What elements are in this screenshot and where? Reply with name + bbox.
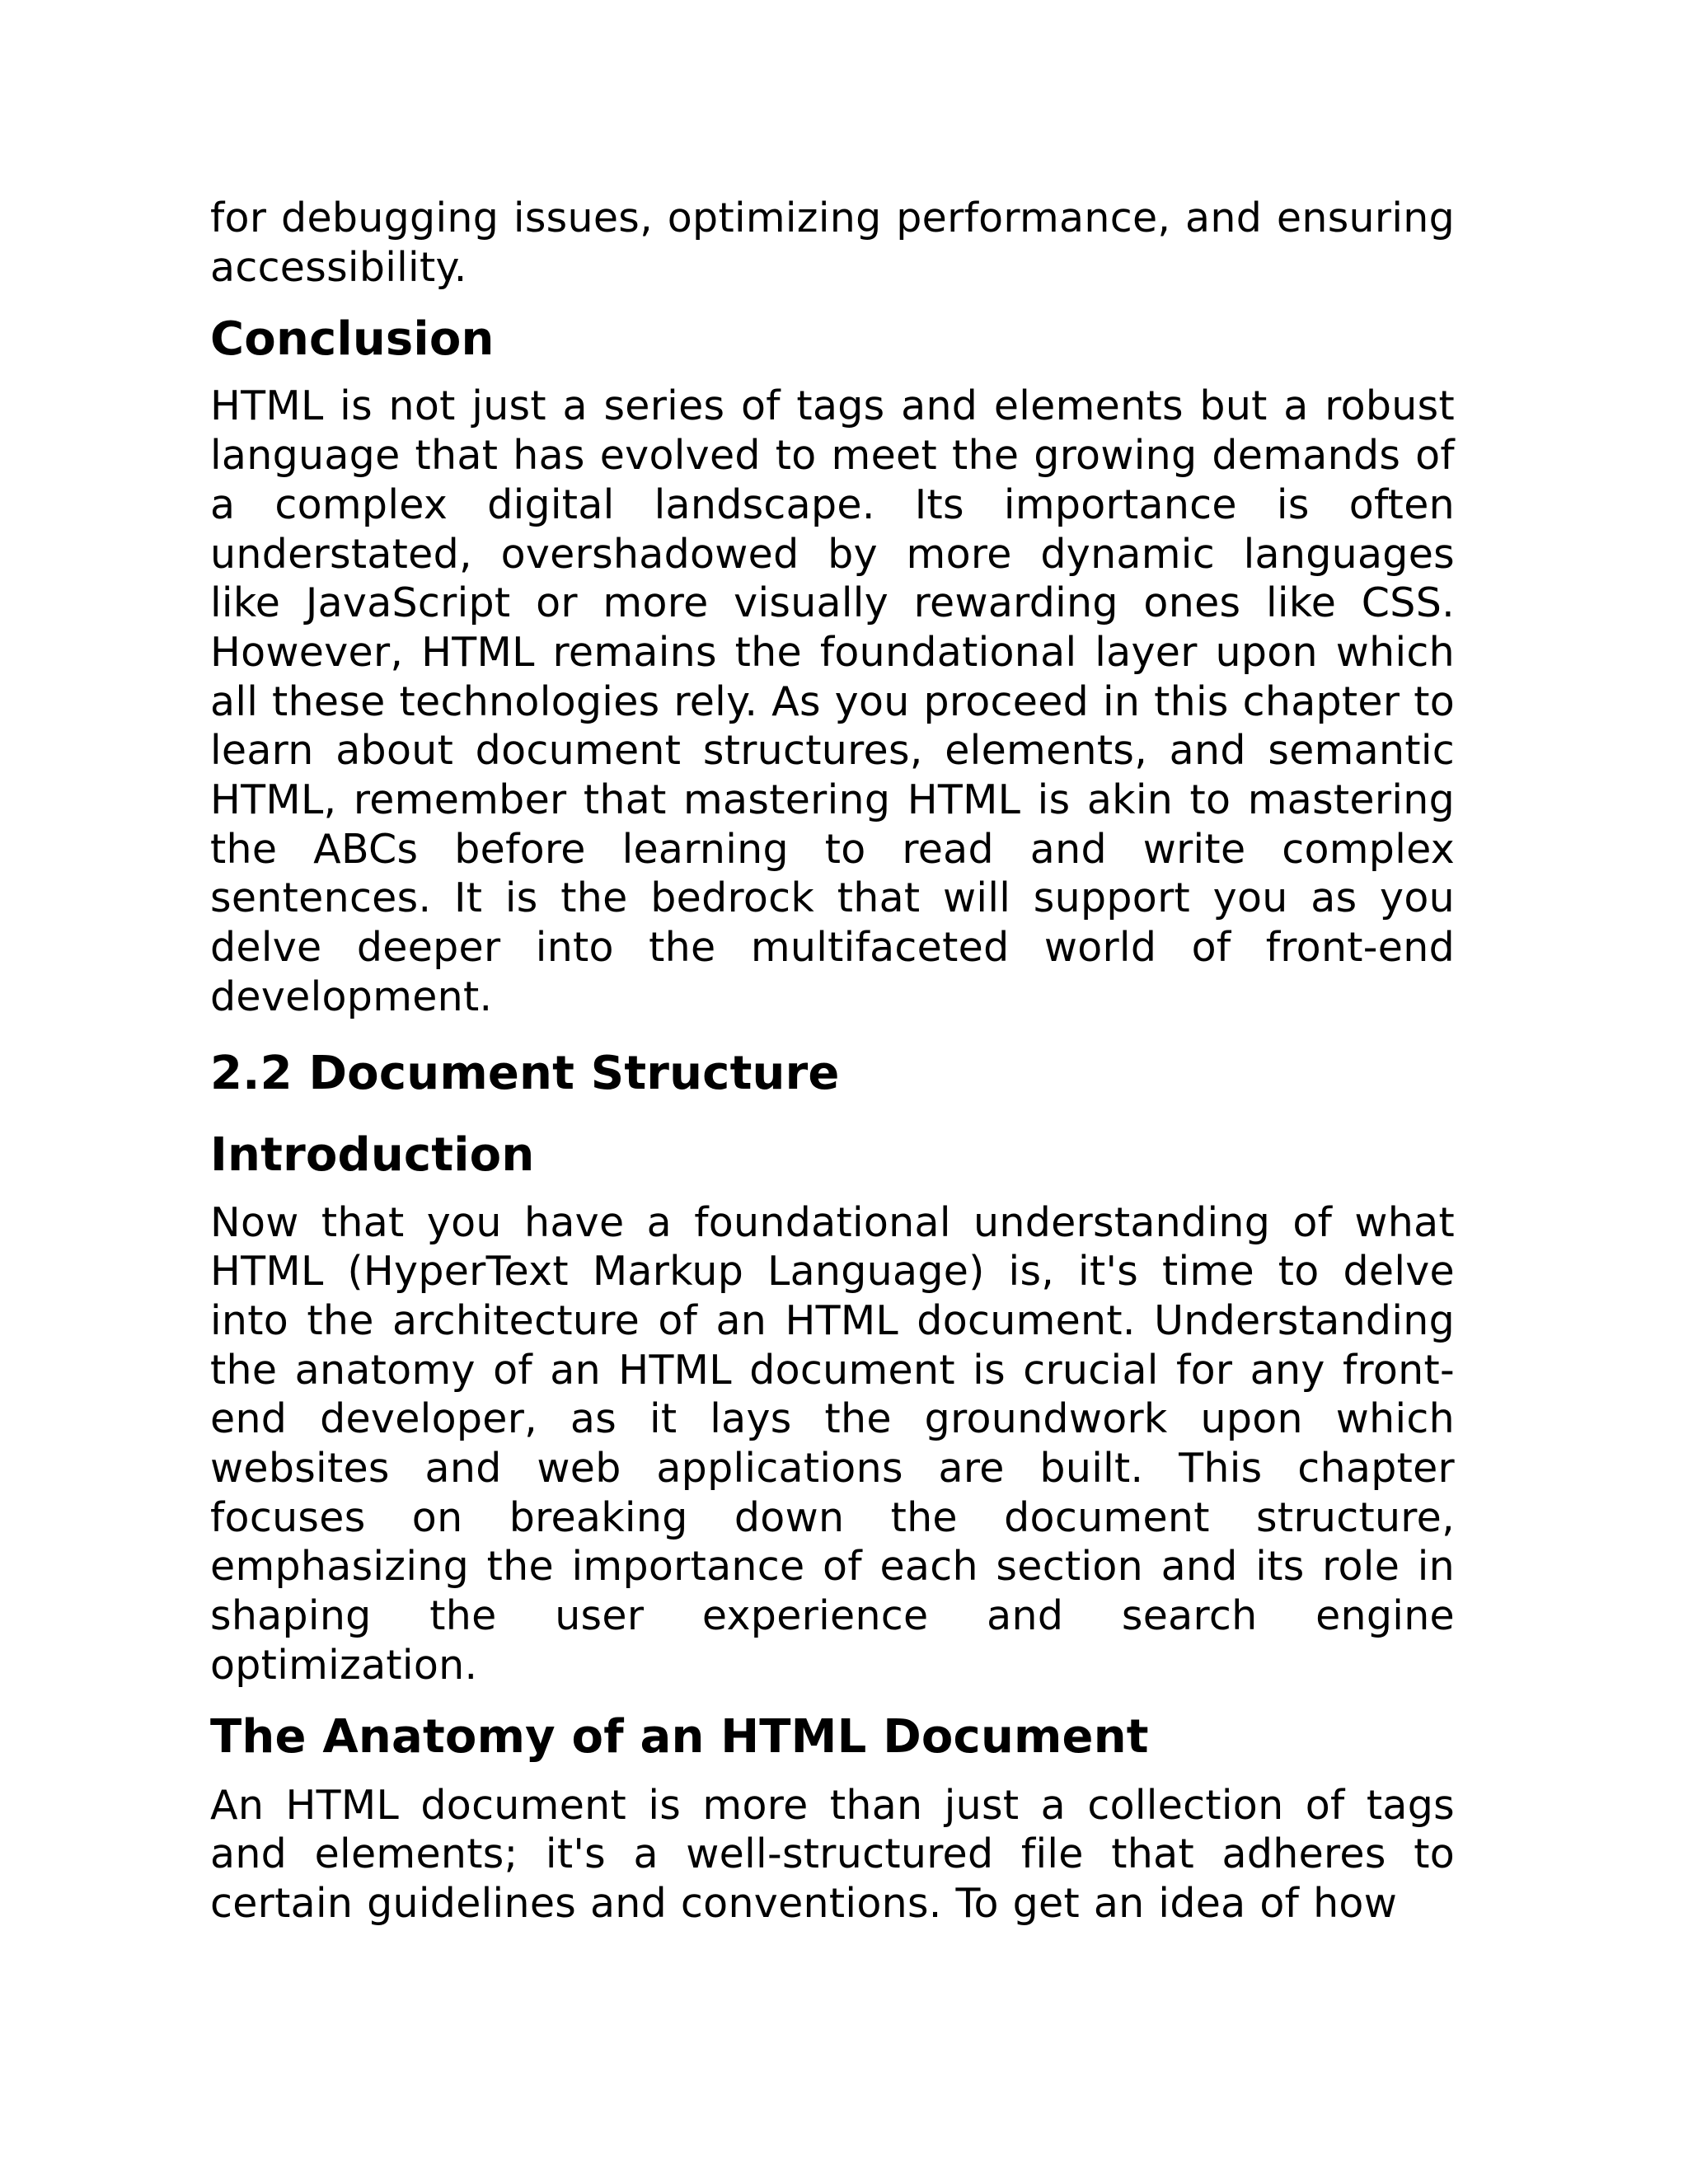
section-heading: 2.2 Document Structure [210, 1046, 840, 1100]
anatomy-heading: The Anatomy of an HTML Document [210, 1709, 1149, 1764]
continuation-paragraph: for debugging issues, optimizing performance, and ensuring accessibility. [210, 194, 1455, 291]
document-page [210, 194, 1455, 1929]
anatomy-paragraph: An HTML document is more than just a collection of tags and elements; it's a well-structured file that adheres to certain guidelines and conventions. To get an idea of how [210, 1781, 1455, 1927]
conclusion-paragraph: HTML is not just a series of tags and elements but a robust language that has evolved to meet the growing demands of a complex digital landscape. Its importance is often understated, overshadowed by more dynamic languages like JavaScript or more visually rewarding ones like CSS. However, HTML remains the foundational layer upon which all these technologies rely. As you proceed in this chapter to learn about document structures, elements, and semantic HTML, remember that mastering HTML is akin to mastering the ABCs before learning to read and write complex sentences. It is the bedrock that will support you as you delve deeper into the multifaceted world of front-end development. [210, 382, 1455, 1020]
introduction-heading: Introduction [210, 1127, 535, 1182]
introduction-paragraph: Now that you have a foundational understanding of what HTML (HyperText Markup Language) is, it's time to delve into the architecture of an HTML document. Understanding the anatomy of an HTML document is crucial for any front-end developer, as it lays the groundwork upon which websites and web applications are built. This chapter focuses on breaking down the document structure, emphasizing the importance of each section and its role in shaping the user experience and search engine optimization. [210, 1198, 1455, 1689]
conclusion-heading: Conclusion [210, 312, 495, 367]
